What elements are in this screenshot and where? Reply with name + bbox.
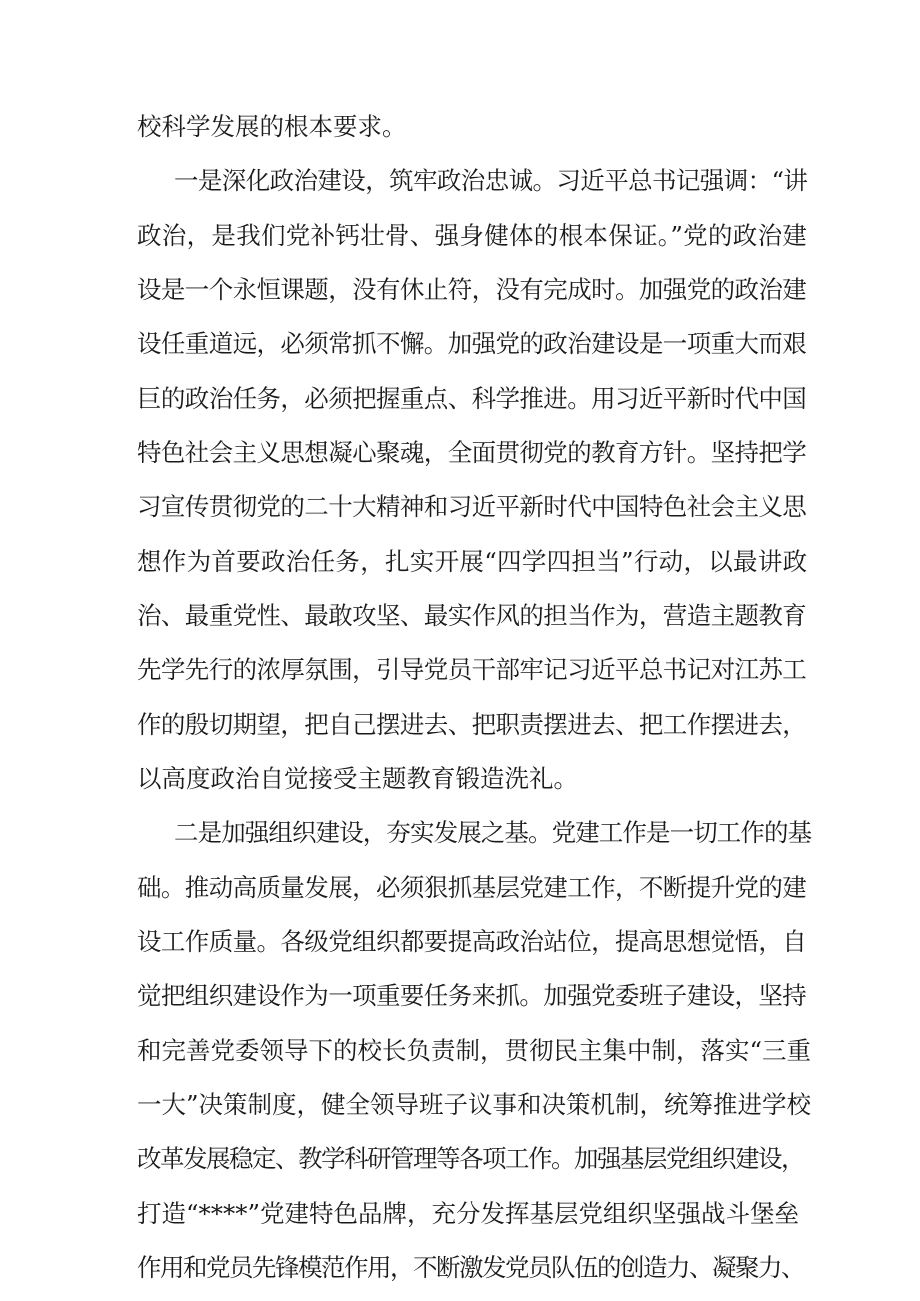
text-line: 作用和党员先锋模范作用，不断激发党员队伍的创造力、凝聚力、	[137, 1253, 804, 1282]
text-line: 以高度政治自觉接受主题教育锻造洗礼。	[137, 764, 578, 793]
text-line: 校科学发展的根本要求。	[137, 112, 407, 141]
text-line: 二是加强组织建设，夯实发展之基。党建工作是一切工作的基	[174, 818, 812, 847]
text-line: 先学先行的浓厚氛围，引导党员干部牢记习近平总书记对江苏工	[137, 655, 807, 684]
text-line: 巨的政治任务，必须把握重点、科学推进。用习近平新时代中国	[137, 384, 807, 413]
text-line: 想作为首要政治任务，扎实开展“四学四担当”行动，以最讲政	[137, 547, 808, 576]
text-line: 一大”决策制度，健全领导班子议事和决策机制，统筹推进学校	[137, 1090, 812, 1119]
text-line: 打造“****”党建特色品牌，充分发挥基层党组织坚强战斗堡垒	[137, 1199, 800, 1228]
text-line: 础。推动高质量发展，必须狠抓基层党建工作，不断提升党的建	[137, 873, 807, 902]
text-line: 和完善党委领导下的校长负责制，贯彻民主集中制，落实“三重	[137, 1036, 812, 1065]
text-line: 特色社会主义思想凝心聚魂，全面贯彻党的教育方针。坚持把学	[137, 438, 807, 467]
text-line: 作的殷切期望，把自己摆进去、把职责摆进去、把工作摆进去，	[137, 710, 807, 739]
text-line: 设任重道远，必须常抓不懈。加强党的政治建设是一项重大而艰	[137, 329, 807, 358]
text-line: 习宣传贯彻党的二十大精神和习近平新时代中国特色社会主义思	[137, 492, 807, 521]
text-line: 治、最重党性、最敢攻坚、最实作风的担当作为，营造主题教育	[137, 601, 807, 630]
text-line: 设是一个永恒课题，没有休止符，没有完成时。加强党的政治建	[137, 275, 807, 304]
text-line: 改革发展稳定、教学科研管理等各项工作。加强基层党组织建设，	[137, 1144, 804, 1173]
text-line: 觉把组织建设作为一项重要任务来抓。加强党委班子建设，坚持	[137, 981, 807, 1010]
text-line: 一是深化政治建设，筑牢政治忠诚。习近平总书记强调：“讲	[174, 166, 808, 195]
text-line: 政治，是我们党补钙壮骨、强身健体的根本保证。”党的政治建	[137, 221, 808, 250]
text-line: 设工作质量。各级党组织都要提高政治站位，提高思想觉悟，自	[137, 927, 807, 956]
